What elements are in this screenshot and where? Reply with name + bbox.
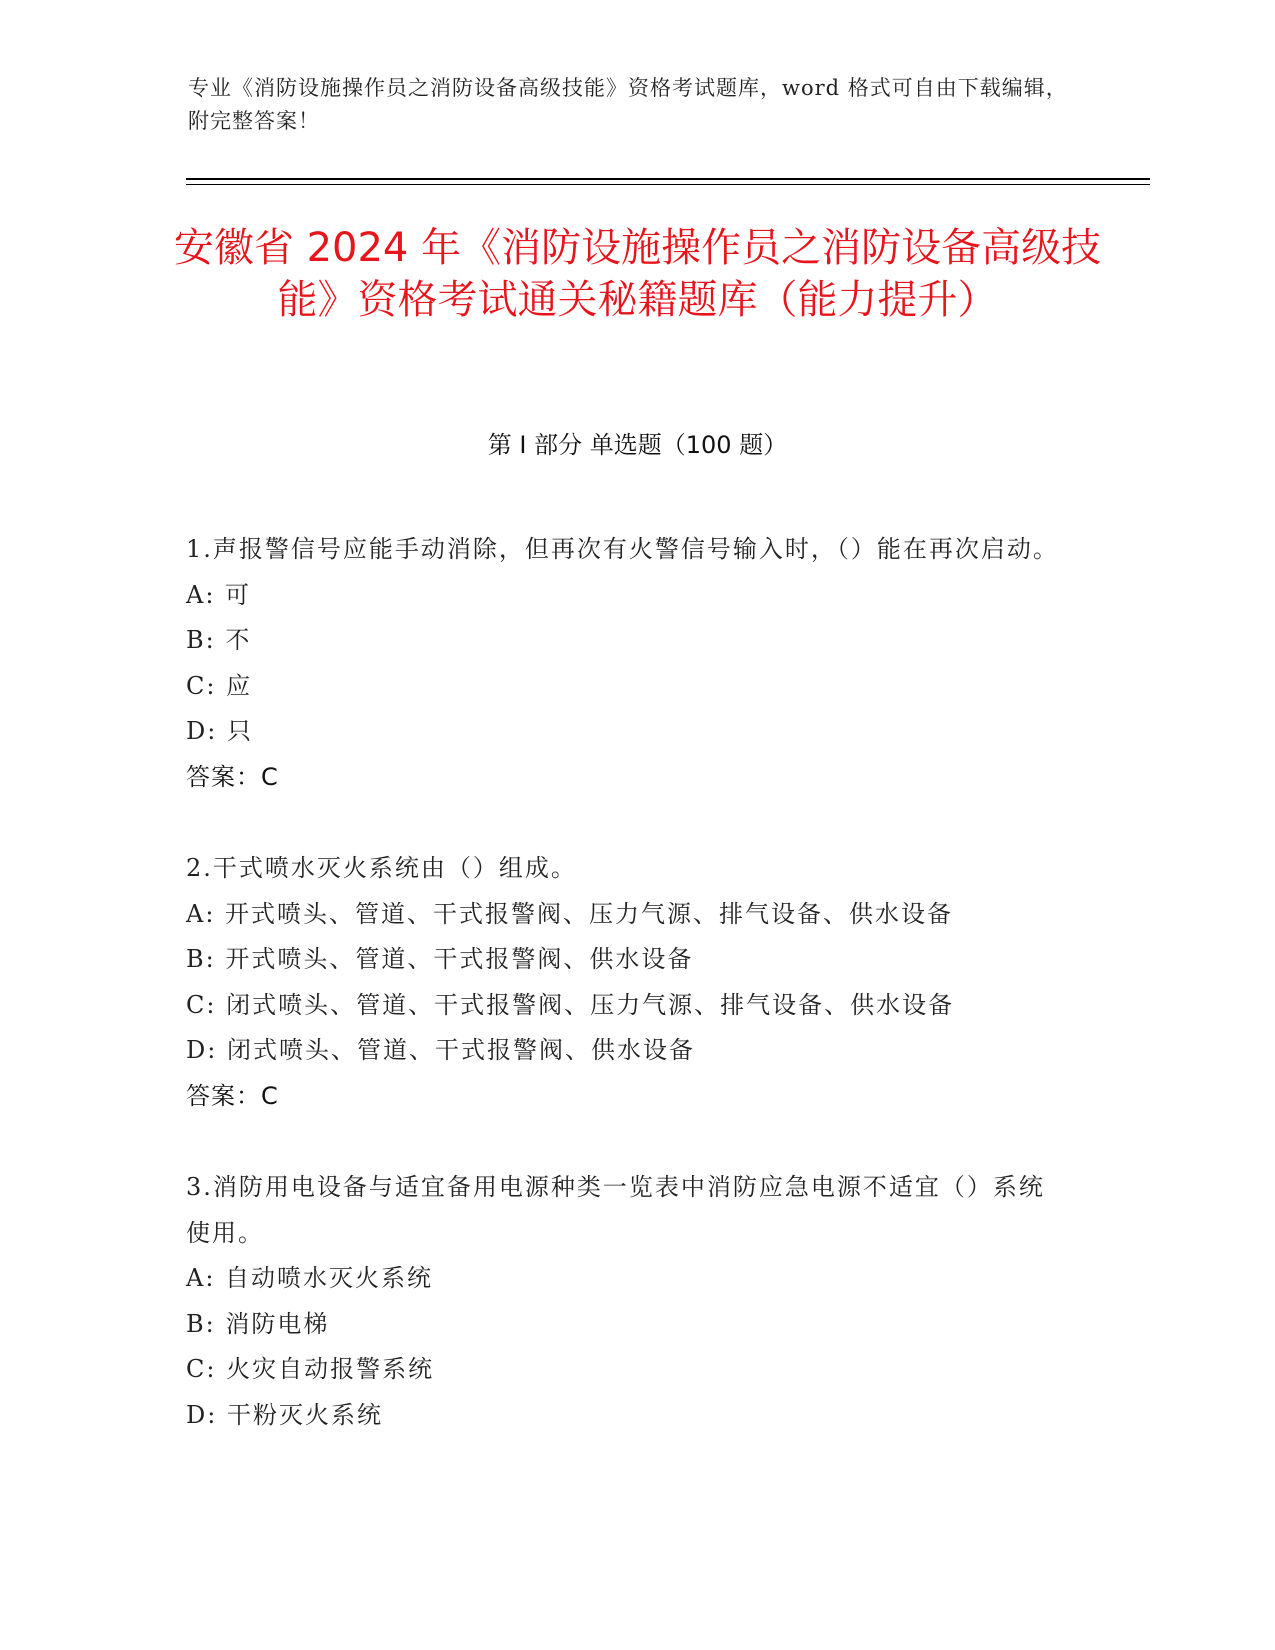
option-b: B: 消防电梯 bbox=[186, 1309, 330, 1338]
answer: 答案：C bbox=[186, 762, 279, 791]
document-title: 安徽省 2024 年《消防设施操作员之消防设备高级技能》资格考试通关秘籍题库（能力提升） bbox=[173, 225, 1102, 323]
header-rule-thick bbox=[186, 178, 1150, 180]
question-list bbox=[186, 527, 1066, 1484]
header-rule-thin bbox=[186, 184, 1150, 185]
option-c: C: 应 bbox=[186, 671, 253, 700]
option-d: D: 干粉灭火系统 bbox=[186, 1400, 383, 1429]
option-d: D: 闭式喷头、管道、干式报警阀、供水设备 bbox=[186, 1036, 695, 1064]
question-stem: 3.消防用电设备与适宜备用电源种类一览表中消防应急电源不适宜（）系统使用。 bbox=[186, 1173, 1045, 1247]
question-3 bbox=[186, 1165, 1066, 1438]
section-heading: 第 I 部分 单选题（100 题） bbox=[487, 431, 788, 459]
header-note: 专业《消防设施操作员之消防设备高级技能》资格考试题库，word 格式可自由下载编辑，附完整答案！ bbox=[188, 76, 1068, 133]
answer: 答案：C bbox=[186, 1081, 279, 1110]
option-d: D: 只 bbox=[186, 717, 253, 745]
option-c: C: 火灾自动报警系统 bbox=[186, 1355, 435, 1383]
question-2 bbox=[186, 846, 1066, 1119]
option-a: A: 可 bbox=[186, 580, 252, 609]
option-b: B: 开式喷头、管道、干式报警阀、供水设备 bbox=[186, 945, 694, 973]
option-a: A: 自动喷水灭火系统 bbox=[186, 1264, 434, 1292]
option-c: C: 闭式喷头、管道、干式报警阀、压力气源、排气设备、供水设备 bbox=[186, 990, 955, 1019]
question-stem: 2.干式喷水灭火系统由（）组成。 bbox=[186, 854, 577, 882]
option-b: B: 不 bbox=[186, 626, 252, 654]
question-stem: 1.声报警信号应能手动消除，但再次有火警信号输入时，（）能在再次启动。 bbox=[186, 535, 1059, 563]
question-1 bbox=[186, 527, 1066, 800]
option-a: A: 开式喷头、管道、干式报警阀、压力气源、排气设备、供水设备 bbox=[186, 899, 954, 928]
